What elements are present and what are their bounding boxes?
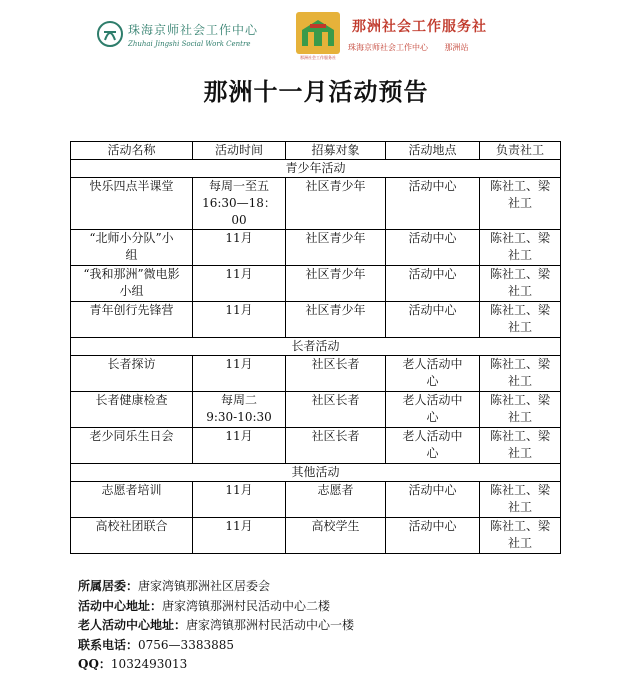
- contact-info: [78, 577, 354, 675]
- activity-time-cell: 11月: [193, 302, 286, 338]
- footer-value: 1032493013: [110, 657, 188, 671]
- social-worker-cell: 陈社工、梁 社工: [480, 230, 561, 266]
- nazhou-logo: [296, 12, 496, 60]
- nazhou-sub-left: 珠海京师社会工作中心: [348, 43, 428, 52]
- table-row: [71, 482, 561, 518]
- activity-name-cell: 青年创行先锋营: [71, 302, 193, 338]
- social-worker-cell: 陈社工、梁 社工: [480, 266, 561, 302]
- header-location: 活动地点: [386, 142, 480, 160]
- table-body: [71, 160, 561, 554]
- activity-name-cell: 快乐四点半课堂: [71, 178, 193, 230]
- nazhou-emblem-text: 那洲社会工作服务社: [300, 55, 336, 60]
- section-title: 长者活动: [71, 338, 561, 356]
- nazhou-logo-cn: 那洲社会工作服务社: [352, 19, 487, 35]
- activity-name-cell: 长者健康检查: [71, 392, 193, 428]
- activity-name-cell: 高校社团联合: [71, 518, 193, 554]
- location-cell: 老人活动中 心: [386, 428, 480, 464]
- activity-time-cell: 11月: [193, 230, 286, 266]
- table-row: [71, 356, 561, 392]
- page-title: 那洲十一月活动预告: [203, 77, 429, 106]
- footer-line: [78, 636, 354, 656]
- nazhou-sub-right: 那洲站: [444, 43, 469, 52]
- section-title: 青少年活动: [71, 160, 561, 178]
- social-worker-cell: 陈社工、梁 社工: [480, 178, 561, 230]
- activity-name-cell: 长者探访: [71, 356, 193, 392]
- recruit-target-cell: 志愿者: [286, 482, 386, 518]
- activity-name-cell: 志愿者培训: [71, 482, 193, 518]
- footer-label: 所属居委：: [78, 579, 139, 593]
- activity-time-cell: 11月: [193, 356, 286, 392]
- footer-label: 联系电话：: [78, 637, 139, 652]
- header-recruit-target: 招募对象: [286, 142, 386, 160]
- social-worker-cell: 陈社工、梁 社工: [480, 482, 561, 518]
- recruit-target-cell: 社区长者: [286, 392, 386, 428]
- activity-time-cell: 11月: [193, 482, 286, 518]
- location-cell: 活动中心: [386, 518, 480, 554]
- recruit-target-cell: 社区长者: [286, 428, 386, 464]
- social-worker-cell: 陈社工、梁 社工: [480, 302, 561, 338]
- activity-name-cell: “北师小分队”小 组: [71, 230, 193, 266]
- activity-time-cell: 11月: [193, 428, 286, 464]
- nazhou-logo-sub: [348, 42, 483, 53]
- social-worker-cell: 陈社工、梁 社工: [480, 392, 561, 428]
- activity-time-cell: 11月: [193, 266, 286, 302]
- location-cell: 活动中心: [386, 230, 480, 266]
- social-worker-cell: 陈社工、梁 社工: [480, 356, 561, 392]
- location-cell: 活动中心: [386, 178, 480, 230]
- jingshi-logo-icon: [96, 20, 124, 48]
- footer-label: 老人活动中心地址：: [78, 618, 187, 632]
- table-row: [71, 302, 561, 338]
- recruit-target-cell: 高校学生: [286, 518, 386, 554]
- footer-value: 唐家湾镇那洲社区居委会: [138, 579, 271, 593]
- recruit-target-cell: 社区青少年: [286, 302, 386, 338]
- header-activity-name: 活动名称: [71, 142, 193, 160]
- location-cell: 老人活动中 心: [386, 392, 480, 428]
- table-row: [71, 266, 561, 302]
- social-worker-cell: 陈社工、梁 社工: [480, 428, 561, 464]
- footer-value: 唐家湾镇那洲村民活动中心二楼: [162, 598, 331, 613]
- activity-time-cell: 每周二 9:30-10:30: [193, 392, 286, 428]
- recruit-target-cell: 社区长者: [286, 356, 386, 392]
- activity-table: [70, 141, 561, 554]
- table-header-row: [71, 142, 561, 160]
- activity-time-cell: 11月: [193, 518, 286, 554]
- table-row: [71, 392, 561, 428]
- section-row: [71, 464, 561, 482]
- header-social-worker: 负责社工: [480, 142, 561, 160]
- footer-label: QQ：: [78, 657, 111, 671]
- location-cell: 活动中心: [386, 302, 480, 338]
- activity-name-cell: “我和那洲”微电影 小组: [71, 266, 193, 302]
- nazhou-emblem-icon: [296, 12, 340, 54]
- location-cell: 活动中心: [386, 266, 480, 302]
- footer-line: [78, 597, 354, 617]
- footer-line: [78, 655, 354, 675]
- section-row: [71, 338, 561, 356]
- footer-label: 活动中心地址：: [78, 598, 163, 613]
- section-row: [71, 160, 561, 178]
- header-activity-time: 活动时间: [193, 142, 286, 160]
- section-title: 其他活动: [71, 464, 561, 482]
- jingshi-logo-en: Zhuhai Jingshi Social Work Centre: [128, 40, 251, 48]
- table-row: [71, 428, 561, 464]
- recruit-target-cell: 社区青少年: [286, 266, 386, 302]
- recruit-target-cell: 社区青少年: [286, 178, 386, 230]
- recruit-target-cell: 社区青少年: [286, 230, 386, 266]
- social-worker-cell: 陈社工、梁 社工: [480, 518, 561, 554]
- footer-value: 唐家湾镇那洲村民活动中心一楼: [186, 618, 355, 632]
- table-row: [71, 230, 561, 266]
- footer-line: [78, 577, 354, 597]
- table-row: [71, 518, 561, 554]
- activity-name-cell: 老少同乐生日会: [71, 428, 193, 464]
- jingshi-logo: [96, 18, 266, 50]
- footer-value: 0756—3383885: [138, 637, 234, 652]
- table-row: [71, 178, 561, 230]
- jingshi-logo-cn: 珠海京师社会工作中心: [128, 23, 259, 37]
- location-cell: 活动中心: [386, 482, 480, 518]
- location-cell: 老人活动中 心: [386, 356, 480, 392]
- activity-time-cell: 每周一至五 16:30—18：00: [193, 178, 286, 230]
- footer-line: [78, 616, 354, 636]
